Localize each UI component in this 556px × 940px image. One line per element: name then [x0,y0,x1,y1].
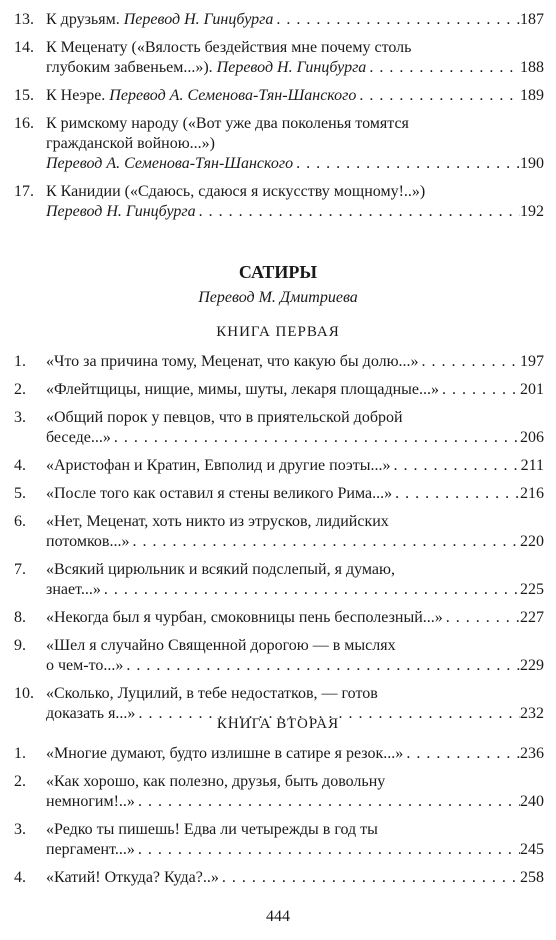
entry-page-number: 258 [520,869,544,886]
entry-page-number: 192 [520,203,544,220]
entry-text [46,456,391,476]
entry-title-text: «Многие думают, будто излишне в сатире я резок...» [46,745,404,762]
entry-line [46,58,544,78]
dot-leader [196,202,520,222]
dot-leader [219,868,520,888]
entry-number: 14. [14,39,34,56]
entry-number: 16. [14,115,34,132]
entry-line [46,182,544,202]
dot-leader [356,86,520,106]
entry-title-text: «Шел я случайно Священной дорогою — в мыслях [46,637,396,654]
entry-title-text: «Что за причина тому, Меценат, что какую бы долю...» [46,353,419,370]
entry-text [46,114,409,134]
entry-body [46,86,544,106]
entry-line [46,408,544,428]
entry-number: 10. [14,685,34,702]
entry-line [46,840,544,860]
entry-translator: Перевод А. Семенова-Тян-Шанского [109,87,357,104]
entry-title-text: «Флейтщицы, нищие, мимы, шуты, лекаря площадные...» [46,381,440,398]
entry-text [46,154,293,174]
entry-number: 4. [14,869,26,886]
dot-leader [439,380,520,400]
entry-title-text: гражданской войною...») [46,135,215,152]
entry-text [46,792,135,812]
dot-leader [123,656,520,676]
toc-entry [14,772,544,812]
entry-line [46,532,544,552]
entry-line [46,772,544,792]
toc-entry [14,114,544,174]
entry-number: 7. [14,561,26,578]
entry-line [46,154,544,174]
entry-number: 3. [14,821,26,838]
entry-line [46,202,544,222]
entry-text [46,86,356,106]
entry-page-number: 189 [520,87,544,104]
entry-number: 17. [14,183,34,200]
entry-text [46,182,425,202]
dot-leader [129,532,520,552]
toc-entry [14,86,544,106]
entry-text [46,868,219,888]
entry-page-number: 188 [520,59,544,76]
entry-number: 2. [14,773,26,790]
entry-line [46,134,544,154]
entry-title-text: доказать я...» [46,705,136,722]
entry-page-number: 220 [520,533,544,550]
entry-title-text: глубоким забвеньем...»). [46,59,217,76]
toc-entry [14,380,544,400]
entry-page-number: 206 [520,429,544,446]
entry-body [46,38,544,78]
entry-line [46,428,544,448]
entry-number: 9. [14,637,26,654]
entry-line [46,512,544,532]
entry-body [46,868,544,888]
entry-text [46,744,403,764]
entry-number: 2. [14,381,26,398]
toc-entry [14,744,544,764]
entry-number: 15. [14,87,34,104]
toc-entry [14,512,544,552]
dot-leader [135,792,520,812]
entry-title-text: «Сколько, Луцилий, в тебе недостатков, — готов [46,685,378,702]
entry-text [46,820,378,840]
entry-title-text: знает...» [46,581,101,598]
entry-number: 13. [14,11,34,28]
entry-title-text: «После того как оставил я стены великого Рима...» [46,485,393,502]
entry-text [46,202,196,222]
toc-entry [14,560,544,600]
entry-body [46,772,544,812]
entry-body [46,182,544,222]
entry-line [46,608,544,628]
entry-title-text: К Неэре. [46,87,110,104]
entry-text [46,656,123,676]
dot-leader [273,10,520,30]
toc-entry [14,182,544,222]
entry-text [46,580,101,600]
toc-entry [14,868,544,888]
entry-text [46,840,135,860]
entry-body [46,456,544,476]
entry-line [46,86,544,106]
entry-title-text: «Общий порок у певцов, что в приятельской доброй [46,409,403,426]
book-one-title: КНИГА ПЕРВАЯ [216,324,340,340]
entry-translator: Перевод Н. Гинцбурга [46,203,196,220]
dot-leader [443,608,520,628]
entry-text [46,684,378,704]
entry-text [46,58,366,78]
entry-body [46,512,544,552]
entry-text [46,380,439,400]
entry-translator: Перевод Н. Гинцбурга [216,59,367,76]
entry-line [46,38,544,58]
entry-page-number: 187 [520,11,544,28]
toc-entry [14,820,544,860]
entry-line [46,636,544,656]
toc-entry [14,636,544,676]
toc-list-book-two [14,744,544,896]
entry-body [46,114,544,174]
entry-body [46,608,544,628]
entry-title-text: потомков...» [46,533,130,550]
entry-body [46,380,544,400]
entry-title-text: «Некогда был я чурбан, смоковницы пень бесполезный...» [46,609,443,626]
toc-entry [14,484,544,504]
entry-line [46,352,544,372]
entry-line [46,820,544,840]
section-translator: Перевод М. Дмитриева [198,289,358,306]
entry-title-text: «Редко ты пишешь! Едва ли четырежды в год ты [46,821,378,838]
entry-body [46,352,544,372]
entry-line [46,580,544,600]
entry-line [46,114,544,134]
entry-text [46,10,273,30]
toc-entry [14,38,544,78]
entry-body [46,408,544,448]
entry-body [46,636,544,676]
entry-text [46,608,443,628]
entry-page-number: 216 [520,485,544,502]
entry-number: 4. [14,457,26,474]
entry-page-number: 245 [520,841,544,858]
dot-leader [403,744,520,764]
entry-translator: Перевод А. Семенова-Тян-Шанского [46,155,294,172]
entry-page-number: 236 [520,745,544,762]
dot-leader [293,154,520,174]
entry-title-text: «Всякий цирюльник и всякий подслепый, я думаю, [46,561,395,578]
entry-page-number: 211 [520,457,544,474]
entry-line [46,10,544,30]
entry-text [46,38,411,58]
entry-text [46,484,392,504]
entry-line [46,484,544,504]
entry-line [46,380,544,400]
page-number: 444 [266,908,290,925]
entry-title-text: «Нет, Меценат, хоть никто из этрусков, лидийских [46,513,389,530]
entry-page-number: 232 [520,705,544,722]
toc-entry [14,408,544,448]
entry-line [46,560,544,580]
entry-title-text: немногим!..» [46,793,135,810]
entry-body [46,560,544,600]
entry-text [46,560,395,580]
entry-body [46,820,544,860]
entry-line [46,868,544,888]
entry-text [46,408,403,428]
toc-entry [14,352,544,372]
entry-title-text: К друзьям. [46,11,124,28]
entry-line [46,792,544,812]
entry-number: 8. [14,609,26,626]
entry-text [46,134,215,154]
entry-number: 3. [14,409,26,426]
entry-body [46,744,544,764]
dot-leader [111,428,520,448]
entry-body [46,10,544,30]
entry-text [46,532,129,552]
entry-translator: Перевод Н. Гинцбурга [123,11,274,28]
dot-leader [391,456,521,476]
entry-page-number: 197 [520,353,544,370]
entry-page-number: 227 [520,609,544,626]
dot-leader [366,58,520,78]
entry-title-text: «Как хорошо, как полезно, друзья, быть довольну [46,773,386,790]
dot-leader [419,352,520,372]
entry-text [46,636,396,656]
entry-title-text: пергамент...» [46,841,135,858]
entry-line [46,456,544,476]
entry-page-number: 240 [520,793,544,810]
section-title: САТИРЫ [238,262,318,282]
entry-text [46,352,419,372]
entry-title-text: «Аристофан и Кратин, Евполид и другие поэты...» [46,457,391,474]
entry-title-text: К Меценату («Вялость бездействия мне почему столь [46,39,412,56]
entry-title-text: К Канидии («Сдаюсь, сдаюся я искусству мощному!..») [46,183,426,200]
entry-text [46,428,111,448]
book-two-title: КНИГА ВТОРАЯ [216,716,340,732]
toc-entry [14,608,544,628]
dot-leader [135,840,520,860]
toc-list-book-one [14,352,544,732]
entry-line [46,684,544,704]
entry-number: 1. [14,353,26,370]
entry-title-text: беседе...» [46,429,111,446]
dot-leader [101,580,520,600]
entry-number: 5. [14,485,26,502]
entry-text [46,772,385,792]
entry-page-number: 225 [520,581,544,598]
entry-page-number: 229 [520,657,544,674]
entry-number: 6. [14,513,26,530]
toc-entry [14,456,544,476]
entry-page-number: 190 [520,155,544,172]
entry-title-text: о чем-то...» [46,657,124,674]
toc-entry [14,10,544,30]
entry-body [46,484,544,504]
entry-line [46,656,544,676]
toc-list-poems [14,10,544,230]
entry-title-text: «Катий! Откуда? Куда?..» [46,869,219,886]
entry-page-number: 201 [520,381,544,398]
entry-text [46,512,389,532]
dot-leader [392,484,520,504]
entry-line [46,744,544,764]
entry-title-text: К римскому народу («Вот уже два поколенья томятся [46,115,409,132]
entry-number: 1. [14,745,26,762]
